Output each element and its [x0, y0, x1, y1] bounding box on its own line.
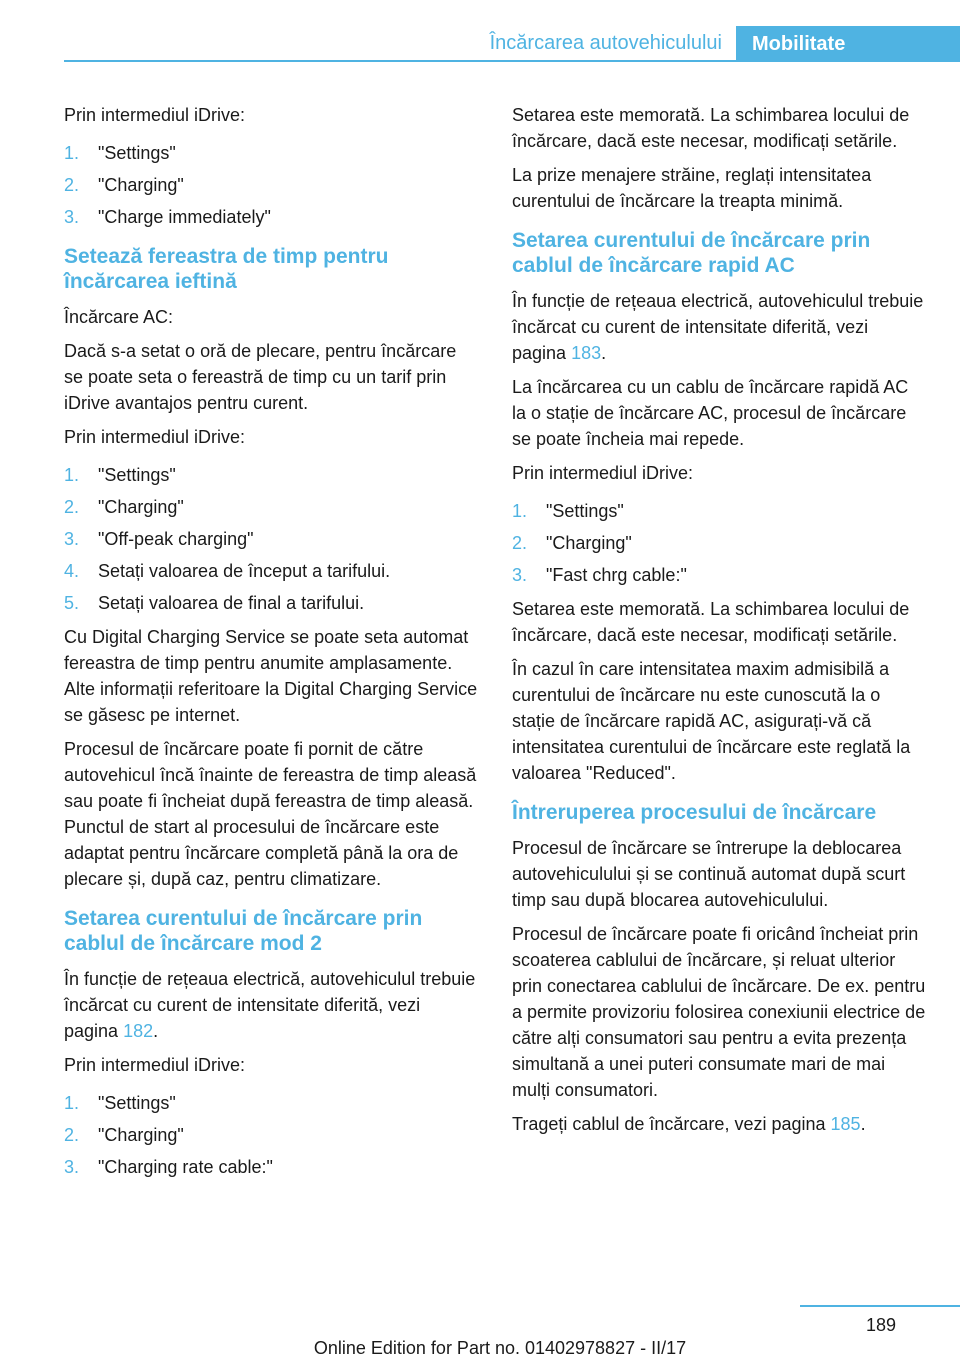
list-item: 1. "Settings" — [64, 465, 176, 485]
page-link[interactable]: 183 — [571, 343, 602, 363]
section-heading: Setarea curentului de încărcare prin cablul de încărcare rapid AC — [512, 229, 871, 277]
list-item: 2. "Charging" — [64, 497, 184, 517]
paragraph: La încărcarea cu un cablu de încărcare rapidă AC la o stație de încărcare AC, procesul de încărcare se poate încheia mai repede. — [512, 377, 909, 449]
section-heading: Setarea curentului de încărcare prin cablul de încărcare mod 2 — [64, 907, 423, 955]
page-number: 189 — [865, 1315, 896, 1335]
steps-list — [64, 1090, 478, 1180]
paragraph: Prin intermediul iDrive: — [64, 105, 246, 125]
paragraph: Procesul de încărcare poate fi oricând încheiat prin scoaterea cablului de încărcare, și reluat ulterior prin conectarea cablului de încărcare. De ex. pentru a permite provizoriu folosirea conexiunii electrice de către alți consumatori sau pentru a evita prezența simultană a unei puteri consumate mari de mai mulți consumatori. — [512, 924, 926, 1100]
list-item: 5. Setați valoarea de final a tarifului. — [64, 593, 365, 613]
paragraph: Setarea este memorată. La schimbarea locului de încărcare, dacă este necesar, modificați setările. — [512, 105, 910, 151]
list-item: 3. "Fast chrg cable:" — [512, 565, 687, 585]
page-link[interactable]: 182 — [123, 1021, 154, 1041]
page-link[interactable]: 185 — [830, 1114, 861, 1134]
list-item: 2. "Charging" — [64, 175, 184, 195]
list-item: 1. "Settings" — [64, 1093, 176, 1113]
paragraph: În funcție de rețeaua electrică, autovehiculul trebuie încărcat cu curent de intensitate diferită, vezi pagina 183. — [512, 291, 924, 363]
list-item: 2. "Charging" — [64, 1125, 184, 1145]
section-heading: Setează fereastra de timp pentru încărcarea ieftină — [64, 245, 389, 293]
list-item: 1. "Settings" — [64, 143, 176, 163]
paragraph: Încărcare AC: — [64, 307, 174, 327]
chapter-title: Încărcarea autovehiculului — [489, 32, 722, 54]
edition-footer: Online Edition for Part no. 01402978827 - II/17 — [313, 1338, 687, 1358]
section-tab[interactable]: Mobilitate — [736, 26, 960, 62]
paragraph: În cazul în care intensitatea maxim admisibilă a curentului de încărcare nu este cunoscută la o stație de încărcare rapidă AC, asigurați-vă că intensitatea curentului de încărcare este reglată la valoarea "Reduced". — [512, 659, 911, 783]
paragraph: La prize menajere străine, reglați intensitatea curentului de încărcare la treapta minimă. — [512, 165, 872, 211]
list-item: 3. "Charging rate cable:" — [64, 1157, 273, 1177]
paragraph: Dacă s-a setat o oră de plecare, pentru încărcare se poate seta o fereastră de timp cu un tarif prin iDrive avantajos pentru curent. — [64, 341, 457, 413]
footer-rule — [800, 1305, 960, 1307]
paragraph: Procesul de încărcare poate fi pornit de către autovehicul încă înainte de fereastra de timp aleasă sau poate fi încheiat după fereastra de timp aleasă. Punctul de start al procesului de încărcare este adaptat pentru încărcare completă până la ora de plecare și, după caz, pentru climatizare. — [64, 739, 477, 889]
paragraph: Setarea este memorată. La schimbarea locului de încărcare, dacă este necesar, modificați setările. — [512, 599, 910, 645]
paragraph: Trageți cablul de încărcare, vezi pagina 185. — [512, 1114, 866, 1134]
paragraph: Prin intermediul iDrive: — [64, 1055, 246, 1075]
steps-list — [64, 462, 478, 616]
steps-list — [64, 140, 478, 230]
left-column — [64, 102, 478, 1188]
right-column — [512, 102, 926, 1145]
paragraph: Procesul de încărcare se întrerupe la deblocarea autovehiculului și se continuă automat după scurt timp sau după blocarea autovehiculului. — [512, 838, 906, 910]
paragraph: Prin intermediul iDrive: — [512, 463, 694, 483]
list-item: 4. Setați valoarea de început a tarifului. — [64, 561, 391, 581]
list-item: 3. "Off-peak charging" — [64, 529, 254, 549]
section-heading: Întreruperea procesului de încărcare — [512, 801, 877, 824]
list-item: 1. "Settings" — [512, 501, 624, 521]
paragraph: În funcție de rețeaua electrică, autovehiculul trebuie încărcat cu curent de intensitate diferită, vezi pagina 182. — [64, 969, 476, 1041]
list-item: 3. "Charge immediately" — [64, 207, 271, 227]
steps-list — [512, 498, 926, 588]
list-item: 2. "Charging" — [512, 533, 632, 553]
paragraph: Cu Digital Charging Service se poate seta automat fereastra de timp pentru anumite amplasamente. Alte informații referitoare la Digital Charging Service se găsesc pe internet. — [64, 627, 478, 725]
paragraph: Prin intermediul iDrive: — [64, 427, 246, 447]
